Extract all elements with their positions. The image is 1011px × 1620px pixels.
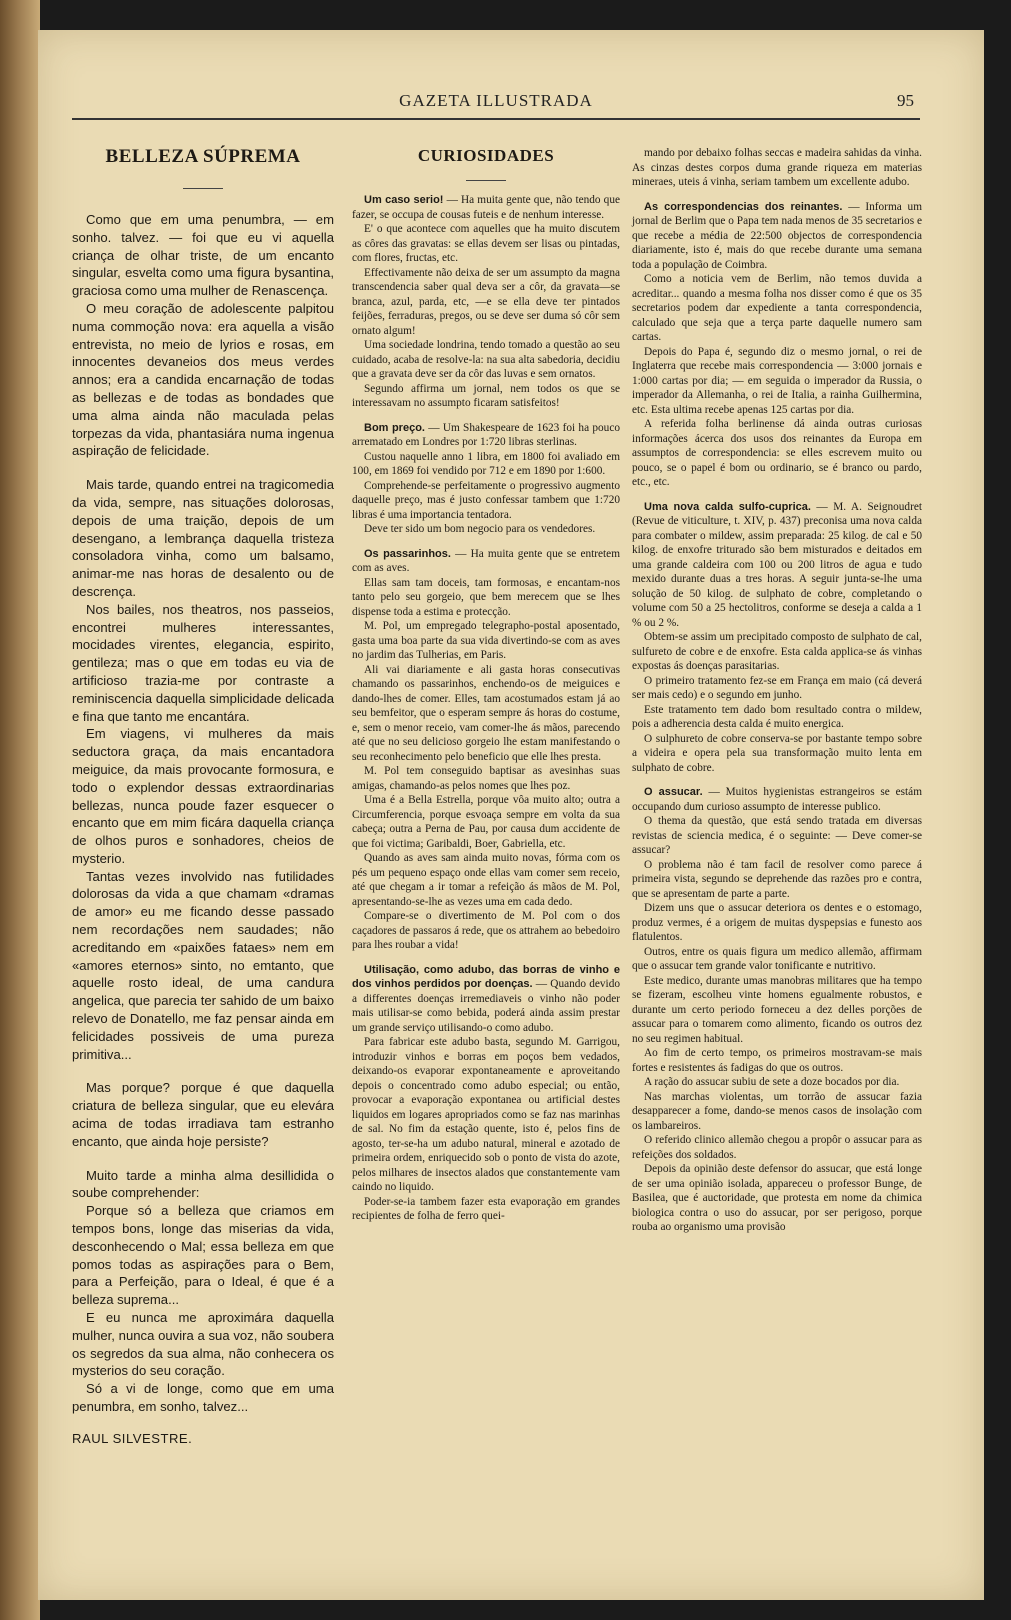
paragraph-text: Este tratamento tem dado bom resultado contra o mildew, pois a adherencia desta calda é muito energica.	[632, 703, 922, 730]
paragraph: E eu nunca me aproximára daquella mulher, nunca ouvira a sua voz, não soubera os segredos da sua alma, não conhecera os mysterios do seu coração.	[72, 1310, 334, 1379]
paragraph	[352, 663, 620, 765]
title-separator	[183, 188, 223, 189]
paragraph-text: Compare-se o divertimento de M. Pol com o dos caçadores de passaros á rede, que os attrahem ao bebedoiro para lhes roubar a vida!	[352, 910, 620, 951]
item-title: As correspondencias dos reinantes.	[644, 200, 843, 213]
paragraph	[632, 1133, 922, 1162]
item-title: Bom preço.	[364, 421, 425, 434]
article-title: BELLEZA SÚPREMA	[105, 146, 301, 167]
paragraph	[352, 576, 620, 620]
paragraph: Só a vi de longe, como que em uma penumbra, em sonho, talvez...	[72, 1381, 334, 1414]
paragraph	[632, 974, 922, 1047]
paragraph	[352, 1195, 620, 1224]
paragraph-text: Para fabricar este adubo basta, segundo M. Garrigou, introduzir vinhos e borras em poços bem vedados, deixando-os evaporar expontaneamente e aproveitando depois o concentrado como adubo especial; ou então, provocar a evaporação expontanea ou artificial destes liquidos em logares apropriados como se faz nas marinhas de sal. No fim da estação quente, isto é, pelos fins de agosto, ter-se-ha um adubo natural, mineral e azotado de primeira ordem, enriquecido sob o ponto de vista do azote, pelos milhares de insectos alados que constantemente vam caindo no liquido.	[352, 1036, 620, 1193]
paragraph-text: Quando as aves sam ainda muito novas, fórma com os pés um pequeno espaço onde ellas vam comer sem receio, até que chegam a ir tomar a refeição ás mãos de M. Pol, apresentando-se-lhe as vezes uma em cada dedo.	[352, 852, 620, 908]
paragraph-text: Informa um jornal de Berlim que o Papa tem nada menos de 35 secretarios e que recebe a média de 22:500 objectos de correspondencia diariamente, isto é, mais do que recebe durante uma semana toda a população de Coimbra.	[632, 200, 922, 271]
book-spine-edge	[0, 0, 40, 1620]
page-number: 95	[897, 91, 914, 110]
paragraph: Mas porque? porque é que daquella criatura de belleza singular, que eu elevára acima de todas irradiava tam estranho encanto, que ainda hoje persiste?	[72, 1080, 334, 1149]
news-item	[352, 421, 620, 537]
paragraph	[632, 345, 922, 418]
paragraph-text: O sulphureto de cobre conserva-se por bastante tempo sobre a videira e opera pela sua transformação muito lenta em sulphato de cobre.	[632, 732, 922, 774]
news-item	[352, 193, 620, 411]
paragraph	[632, 1090, 922, 1134]
news-item	[352, 547, 620, 953]
paragraph	[352, 547, 620, 576]
news-item	[632, 146, 922, 190]
paragraph	[632, 417, 922, 490]
paragraph-text: M. Pol tem conseguido baptisar as avesinhas suas amigas, chamando-as pelos nomes que lhes poz.	[352, 765, 620, 792]
title-separator	[466, 180, 506, 181]
paragraph: Em viagens, vi mulheres da mais seductora graça, da mais encantadora meiguice, da mais provocante formosura, e todo o explendor dessas extraordinarias bellezas, nunca poude fazer esquecer o encanto que em mim ficára daquella criança de olhos puros e sonhadores, cheios de mysterio.	[72, 726, 334, 866]
news-item	[632, 200, 922, 490]
paragraph	[632, 858, 922, 902]
paragraph	[352, 764, 620, 793]
paragraph	[632, 785, 922, 814]
paragraph	[352, 266, 620, 339]
curiosidades-items	[352, 193, 620, 1224]
title-dash: —	[450, 547, 471, 560]
paragraph	[352, 1035, 620, 1195]
paragraph	[352, 450, 620, 479]
column-belleza-suprema	[72, 146, 334, 1448]
paragraph: Tantas vezes involvido nas futilidades dolorosas da vida a que chamam «dramas de amor» eu me ficando desse passado nem recordações nem saudades; não acreditando em «paixões fataes» nem em «amores eternos» sinto, no emtanto, que aquelle rosto ideal, de uma candura angelica, que parecia ter sahido de um baixo relevo de Donatello, me faz pensar ainda em felicidades possiveis de uma pureza primitiva...	[72, 868, 334, 1062]
paragraph-text: Outros, entre os quais figura um medico allemão, affirmam que o assucar tem grande valor tonificante e nutritivo.	[632, 945, 922, 972]
item-title: Uma nova calda sulfo-cuprica.	[644, 500, 811, 513]
paragraph: Porque só a belleza que criamos em tempos bons, longe das miserias da vida, desconhecendo o Mal; essa belleza em que pomos todas as aspirações para o Bem, para a Perfeição, para o Ideal, é que é a belleza suprema...	[72, 1203, 334, 1308]
paragraph-text: Segundo affirma um jornal, nem todos os que se interessavam no assumpto ficaram satisfeitos!	[352, 382, 620, 409]
paragraph-text: Uma sociedade londrina, tendo tomado a questão ao seu cuidado, acaba de resolve-la: na sua alta sabedoria, decidiu que a gravata deve ser da côr das luvas e sem ornatos.	[352, 339, 620, 380]
item-title: Os passarinhos.	[364, 547, 451, 560]
paragraph	[632, 674, 922, 703]
paragraph	[352, 619, 620, 663]
column-curiosidades	[352, 146, 620, 1224]
news-item	[352, 963, 620, 1224]
paragraph	[632, 272, 922, 345]
column-curiosidades-continued	[632, 146, 922, 1235]
paragraph-text: Ha muita gente que, não tendo que fazer, se occupa de cousas futeis e de nenhum interesse.	[352, 194, 620, 221]
paragraph-text: Ellas sam tam doceis, tam formosas, e encantam-nos tanto pelo seu gorgeio, que bem merecem que se lhes dispense toda a estima e protecção.	[352, 576, 620, 618]
curiosidades-items-continued	[632, 146, 922, 1235]
title-dash: —	[842, 200, 866, 213]
section-title: CURIOSIDADES	[417, 146, 555, 165]
paragraph-text: A referida folha berlinense dá ainda outras curiosas informações ácerca dos usos dos reinantes da Europa em assumptos de correspondencia: se elles escrevem muito ou pouco, se o papel é bom ou ordinario, se é branco ou pardo, etc., etc.	[632, 418, 922, 488]
paragraph-text: Depois do Papa é, segundo diz o mesmo jornal, o rei de Inglaterra que recebe mais correspondencia — 3:000 jornais e 1:000 cartas por dia; — em seguida o imperador da Russia, o imperador da Allemanha, o rei de Italia, a rainha Guilhermina, etc. Esta ultima recebe apenas 125 cartas por dia.	[632, 345, 922, 416]
paragraph-text: Poder-se-ia tambem fazer esta evaporação em grandes recipientes de folha de ferro quei-	[352, 1195, 620, 1222]
paragraph	[632, 901, 922, 945]
title-dash: —	[810, 500, 834, 513]
item-title: O assucar.	[644, 786, 703, 798]
paragraph-text: Muitos hygienistas estrangeiros se estám occupando dum curioso assumpto de interesse publico.	[632, 786, 922, 813]
paragraph	[352, 522, 620, 537]
paragraph: Mais tarde, quando entrei na tragicomedia da vida, sempre, nas situações dolorosas, depois de uma traição, depois de um desengano, a lembrança daquella tristeza consoladora vinha, como um balsamo, animar-me nas horas de desalento ou de descrença.	[72, 477, 334, 599]
paragraph	[352, 193, 620, 222]
item-title: Um caso serio!	[364, 194, 444, 206]
paragraph	[632, 630, 922, 674]
paragraph	[632, 1075, 922, 1090]
paragraph	[352, 851, 620, 909]
newspaper-page	[38, 30, 984, 1600]
paragraph	[632, 200, 922, 273]
paragraph-text: Nas marchas violentas, um torrão de assucar fazia desapparecer a fome, dando-se menos casos de insolação com os lambareiros.	[632, 1090, 922, 1132]
paragraph-text: Deve ter sido um bom negocio para os vendedores.	[364, 523, 596, 535]
paragraph-text: E' o que acontece com aquelles que ha muito discutem as côres das gravatas: se ellas devem ser lisas ou pintadas, com flores, fructas, etc.	[352, 223, 620, 264]
paragraph	[352, 793, 620, 851]
paragraph	[632, 146, 922, 190]
paragraph: Como que em uma penumbra, — em sonho. talvez. — foi que eu vi aquella criança de olhar triste, de um encanto singular, esvelta como uma figura bysantina, graciosa como uma mulher de Renascença.	[72, 212, 334, 299]
paragraph	[632, 1046, 922, 1075]
paragraph	[352, 382, 620, 411]
paragraph	[632, 500, 922, 631]
title-dash: —	[443, 194, 462, 206]
news-item	[632, 785, 922, 1235]
paragraph-text: M. A. Seignoudret (Revue de viticulture, t. XIV, p. 437) preconisa uma nova calda para combater o mildew, assim preparada: 25 kilog. de cal e 50 kilog. de enxofre triturado são bem misturados e deitados em uma grande caldeira com 100 ou 200 litros de agua e tudo mexido durante duas a tres horas. A seguir junta-se-lhe uma solução de 50 kilog. de sulphato de cobre, completando o volume com 50 a 25 hectolitros, conforme se deseja a calda a 1 % ou 2 %.	[632, 500, 922, 629]
item-title: Utilisação, como adubo, das borras de vinho e dos vinhos perdidos por doenças.	[352, 963, 620, 990]
paragraph-text: Ha muita gente que se entretem com as aves.	[352, 547, 620, 574]
paragraph-text: O problema não é tam facil de resolver como parece á primeira vista, segundo se deprehende das razões pro e contra, que se apresentam de parte a parte.	[632, 858, 922, 900]
paragraph-text: Ao fim de certo tempo, os primeiros mostravam-se mais fortes e resistentes ás fadigas do que os outros.	[632, 1047, 922, 1074]
paragraph	[352, 479, 620, 523]
paragraph	[632, 1162, 922, 1235]
paragraph-text: Ali vai diariamente e ali gasta horas consecutivas chamando os passarinhos, enchendo-os de meiguices e dando-lhes de comer. Elles, tam acostumados estam já ao seu bemfeitor, que o esperam sempre ás horas do costume, e, sem o menor receio, vam comer-lhe ás mãos, parecendo até que no seu delicioso gorgeio lhe estam manifestando o seu reconhecimento pelo beneficio que elle lhes presta.	[352, 663, 620, 763]
paragraph-text: mando por debaixo folhas seccas e madeira sahidas da vinha. As cinzas destes corpos duma grande riqueza em materias mineraes, uteis á vinha, seriam tambem um excellente adubo.	[632, 147, 922, 188]
paragraph	[352, 338, 620, 382]
paragraph-text: Dizem uns que o assucar deteriora os dentes e o estomago, produz vermes, é a origem de muitas dyspepsias e funesto aos flatulentos.	[632, 902, 922, 943]
paragraph	[632, 945, 922, 974]
paragraph-text: M. Pol, um empregado telegrapho-postal aposentado, gasta uma boa parte da sua vida divertindo-se com as aves no jardim das Tulherias, em Paris.	[352, 620, 620, 661]
paragraph	[352, 421, 620, 450]
paragraph: Nos bailes, nos theatros, nos passeios, encontrei mulheres interessantes, mocidades virentes, elegancia, espirito, gentileza; mas o que em todas eu via de artificioso trazia-me por contraste a reminiscencia daquella simplicidade delicada e fina que tanto me encantára.	[72, 601, 334, 724]
page-header	[72, 88, 920, 120]
paragraph-text: Custou naquelle anno 1 libra, em 1800 foi avaliado em 100, em 1869 foi vendido por 712 e em 1890 por 1:600.	[352, 450, 620, 477]
paragraph-text: O primeiro tratamento fez-se em França em maio (cá deverá ser mais cedo) e o segundo em junho.	[632, 674, 922, 701]
paragraph-text: Um Shakespeare de 1623 foi ha pouco arrematado em Londres por 1:720 libras sterlinas.	[352, 421, 620, 448]
title-dash: —	[532, 978, 551, 990]
paragraph	[632, 814, 922, 858]
paragraph-text: Como a noticia vem de Berlim, não temos duvida a acreditar... quando a mesma folha nos disser como é que os 35 secretarios podem dar expediente a tanta correspondencia, calculado que seja que a terça parte daquelle numero sam cartas.	[632, 273, 922, 343]
paragraph	[352, 222, 620, 266]
title-dash: —	[424, 421, 443, 434]
paragraph	[632, 703, 922, 732]
paragraph-text: Comprehende-se perfeitamente o progressivo augmento daquelle preço, mas é justo confessar tambem que 1:720 libras é uma importancia tentadora.	[352, 479, 620, 521]
author-signature: RAUL SILVESTRE.	[72, 1430, 193, 1446]
paragraph: O meu coração de adolescente palpitou numa commoção nova: era aquella a visão entrevista, no meio de lyrios e rosas, em innocentes devaneios dos meus verdes annos; era a candida encarnação de todas as bellezas e de todas as bondades que uma alma ainda não maculada pelas torpezas da vida, phantasiára numa ingenua aspiração de felicidade.	[72, 300, 334, 459]
paragraph-text: Quando devido a differentes doenças irremediaveis o vinho não poder mais utilisar-se como bebida, poderá ainda assim prestar um grande serviço utilisando-o como adubo.	[352, 978, 620, 1034]
paragraph	[352, 909, 620, 953]
paragraph-text: O thema da questão, que está sendo tratada em diversas revistas de sciencia medica, é o seguinte: — Deve comer-se assucar?	[632, 815, 922, 856]
paragraph-text: O referido clinico allemão chegou a propôr o assucar para as refeições dos soldados.	[632, 1134, 922, 1161]
news-item	[632, 500, 922, 776]
paragraph-text: Uma é a Bella Estrella, porque vôa muito alto; outra a Circumferencia, porque esvoaça sempre em volta da sua cabeça; outra a Perna de Pau, por causa dum accidente de que foi victima; Garibaldi, Boer, Gabriella, etc.	[352, 794, 620, 850]
paragraph	[632, 732, 922, 776]
paragraph-text: A ração do assucar subiu de sete a doze bocados por dia.	[644, 1076, 900, 1088]
paragraph: Muito tarde a minha alma desillidida o soube comprehender:	[72, 1167, 334, 1201]
paragraph-text: Obtem-se assim um precipitado composto de sulphato de cal, sulfureto de cobre e de enxofre. Esta calda applica-se ás vinhas expostas ás doenças parasitarias.	[632, 631, 922, 672]
paragraph-text: Depois da opinião deste defensor do assucar, que está longe de ser uma opinião isolada, appareceu o professor Bunge, de Basilea, que é auctoridade, que protesta em nome da chimica biologica contra o uso do assucar, por ser perigoso, porque rouba ao organismo uma provisão	[632, 1163, 922, 1233]
paragraph-text: Este medico, durante umas manobras militares que ha tempo se fizeram, escolheu vinte homens egualmente robustos, e durante um certo periodo forneceu a dez delles porções de assucar para o tomarem como alimento, ficando os outros dez no seu regimen habitual.	[632, 974, 922, 1045]
publication-title: GAZETA ILLUSTRADA	[399, 91, 593, 110]
paragraph	[352, 963, 620, 1036]
title-dash: —	[702, 786, 726, 798]
paragraph-text: Effectivamente não deixa de ser um assumpto da magna transcendencia saber qual deva ser a côr, da gravata—se branca, azul, parda, etc, —e se ella deve ter pintados feijões, ferraduras, pregos, ou se deve ser duma só côr sem ornato algum!	[352, 266, 620, 337]
